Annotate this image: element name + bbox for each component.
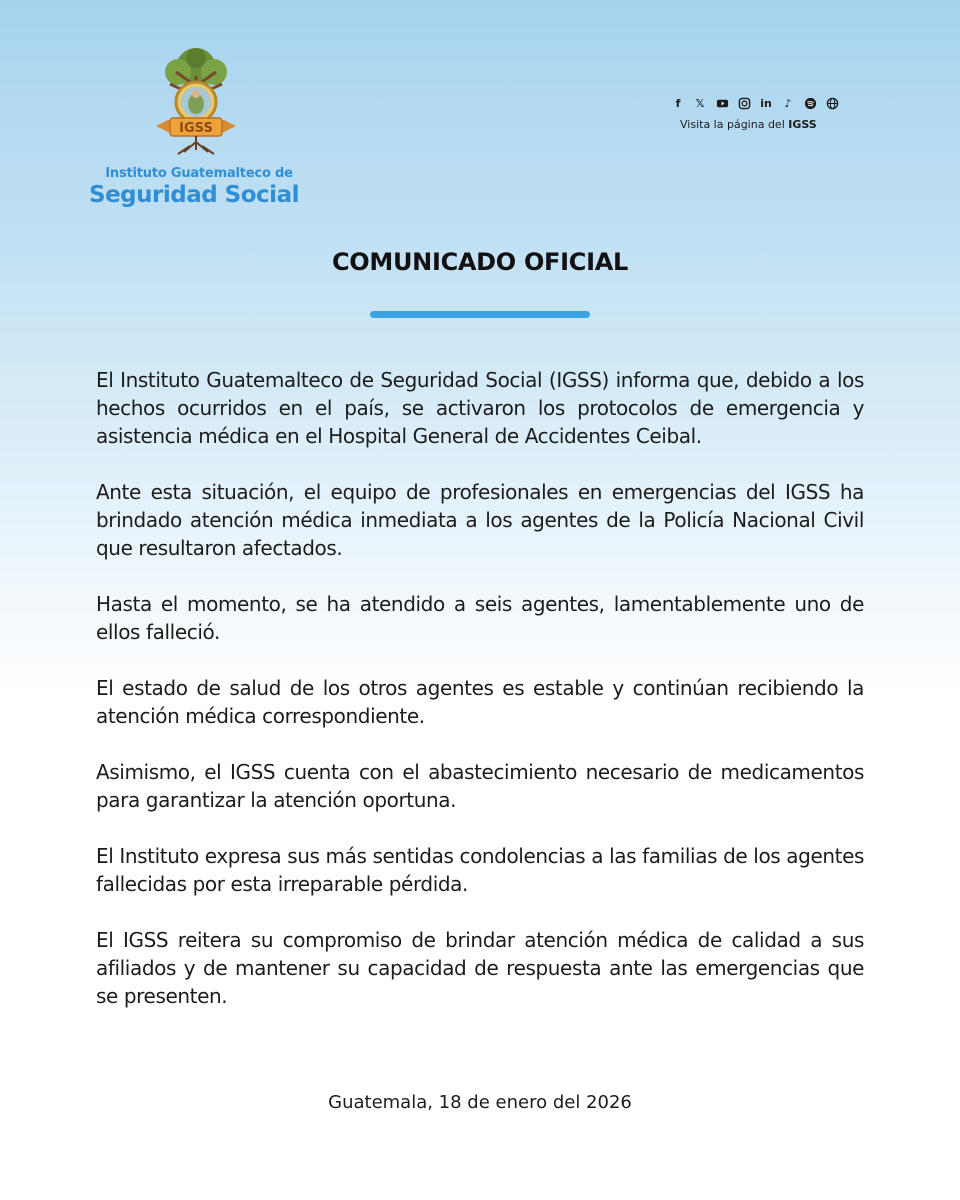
instagram-icon[interactable] <box>736 95 752 111</box>
social-icon-row <box>668 94 854 112</box>
paragraph-6: El Instituto expresa sus más sentidas condolencias a las familias de los agentes fallecidas por esta irreparable pérdida. <box>96 844 864 896</box>
paragraph-5: Asimismo, el IGSS cuenta con el abastecimiento necesario de medicamentos para garantizar la atención oportuna. <box>96 760 864 812</box>
web-icon[interactable] <box>824 95 840 111</box>
paragraph-1: El Instituto Guatemalteco de Seguridad Social (IGSS) informa que, debido a los hechos ocurridos en el país, se activaron los protocolos de emergencia y asistencia médica en el Hospital General de Accidentes Ceibal. <box>96 368 864 448</box>
communique-body <box>96 366 864 1038</box>
visit-igss-link[interactable] <box>668 118 854 131</box>
igss-emblem-icon <box>148 46 244 158</box>
youtube-icon[interactable] <box>714 95 730 111</box>
logo-line-2: Seguridad Social <box>89 182 299 208</box>
x-icon[interactable]: 𝕏 <box>695 96 705 110</box>
paragraph-7: El IGSS reitera su compromiso de brindar atención médica de calidad a sus afiliados y de mantener su capacidad de respuesta ante las emergencias que se presenten. <box>96 928 864 1008</box>
igss-logo <box>84 46 304 216</box>
visit-brand: IGSS <box>788 118 817 131</box>
paragraph-4: El estado de salud de los otros agentes es estable y continúan recibiendo la atención médica correspondiente. <box>96 676 864 728</box>
visit-prefix: Visita la página del <box>680 118 789 131</box>
emblem-text: IGSS <box>179 121 213 136</box>
linkedin-icon[interactable]: in <box>760 96 772 110</box>
tiktok-icon[interactable]: ♪ <box>784 96 792 110</box>
date-line: Guatemala, 18 de enero del 2026 <box>328 1092 632 1113</box>
spotify-icon[interactable] <box>802 95 818 111</box>
title-underline <box>370 311 590 318</box>
paragraph-2: Ante esta situación, el equipo de profesionales en emergencias del IGSS ha brindado atención médica inmediata a los agentes de la Policía Nacional Civil que resultaron afectados. <box>96 480 864 560</box>
facebook-icon[interactable]: f <box>675 96 681 110</box>
page-title: COMUNICADO OFICIAL <box>331 248 628 276</box>
paragraph-3: Hasta el momento, se ha atendido a seis agentes, lamentablemente uno de ellos falleció. <box>96 592 864 644</box>
logo-line-1: Instituto Guatemalteco de <box>105 166 293 181</box>
social-links <box>668 94 854 131</box>
